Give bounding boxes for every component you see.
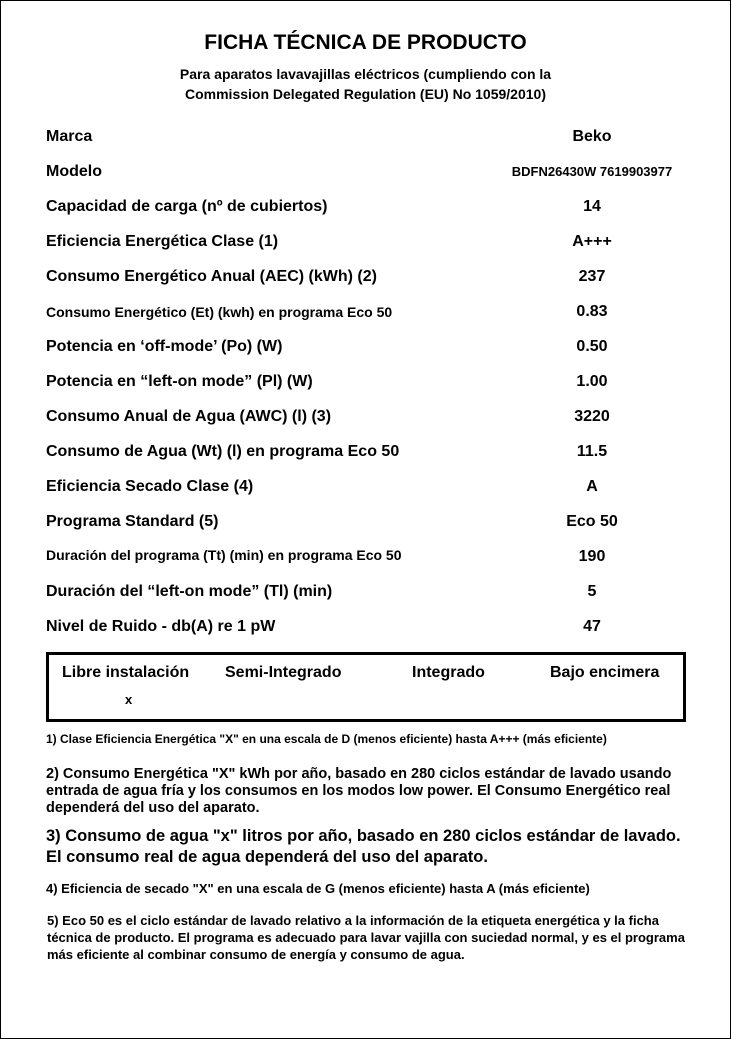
footnote-4: 4) Eficiencia de secado "X" en una escala de G (menos eficiente) hasta A (más eficiente) [46,881,590,896]
installation-option-freestanding: Libre instalación [62,664,190,681]
installation-option-undercounter: Bajo encimera [550,664,660,681]
spec-row-standard-program [0,513,731,541]
spec-row-model [0,163,731,191]
spec-label: Consumo de Agua (Wt) (l) en programa Eco 50 [46,443,400,460]
spec-row-energy-class [0,233,731,261]
spec-label: Potencia en “left-on mode” (Pl) (W) [46,373,313,390]
spec-label: Capacidad de carga (nº de cubiertos) [46,198,328,215]
spec-label: Modelo [46,163,102,180]
spec-value: 14 [583,198,601,215]
spec-row-annual-energy [0,268,731,296]
spec-value: Eco 50 [566,513,618,530]
spec-label: Duración del “left-on mode” (Tl) (min) [46,583,333,600]
spec-row-drying-class [0,478,731,506]
footnote-3: 3) Consumo de agua "x" litros por año, basado en 280 ciclos estándar de lavado. El consumo real de agua dependerá del uso del aparato. [46,827,681,866]
spec-label: Programa Standard (5) [46,513,219,530]
spec-label: Consumo Energético (Et) (kwh) en programa Eco 50 [46,304,393,320]
spec-row-water-eco50 [0,443,731,471]
spec-value: 237 [578,268,606,285]
subtitle-line-1: Para aparatos lavavajillas eléctricos (cumpliendo con la [179,66,552,82]
spec-row-program-duration [0,548,731,576]
spec-label: Potencia en ‘off-mode’ (Po) (W) [46,338,283,355]
spec-value: 47 [583,618,601,635]
spec-value: 11.5 [576,443,608,460]
spec-value: 0.50 [576,338,608,355]
spec-row-energy-eco50 [0,303,731,331]
spec-row-off-mode [0,338,731,366]
spec-label: Consumo Energético Anual (AEC) (kWh) (2) [46,268,377,285]
spec-label: Duración del programa (Tt) (min) en programa Eco 50 [46,547,402,563]
installation-selected-mark: x [125,692,133,707]
spec-row-capacity [0,198,731,226]
spec-value: 5 [587,583,597,600]
footnote-5: 5) Eco 50 es el ciclo estándar de lavado relativo a la información de la etiqueta energética y la ficha técnica de producto. El programa es adecuado para lavar vajilla con suciedad normal, y es el programa más eficiente al combinar consumo de energía y consumo de agua. [47,913,685,962]
spec-label: Consumo Anual de Agua (AWC) (l) (3) [46,408,332,425]
page-title: FICHA TÉCNICA DE PRODUCTO [204,31,527,54]
spec-row-left-on-duration [0,583,731,611]
spec-label: Eficiencia Secado Clase (4) [46,478,254,495]
spec-value: 190 [578,548,606,565]
spec-value: BDFN26430W 7619903977 [511,164,673,179]
spec-row-noise [0,618,731,646]
footnote-1: 1) Clase Eficiencia Energética "X" en una escala de D (menos eficiente) hasta A+++ (más eficiente) [46,732,607,746]
installation-option-semi-integrated: Semi-Integrado [225,664,342,681]
spec-value: Beko [572,128,612,145]
spec-value: 3220 [574,408,610,425]
footnote-2: 2) Consumo Energética "X" kWh por año, basado en 280 ciclos estándar de lavado usando entrada de agua fría y los consumos en los modos low power. El Consumo Energético real dependerá del uso del aparato. [46,766,672,816]
installation-option-integrated: Integrado [412,664,485,681]
spec-label: Eficiencia Energética Clase (1) [46,233,279,250]
spec-value: 1.00 [576,373,608,390]
spec-value: A+++ [572,233,612,250]
spec-row-brand [0,128,731,156]
subtitle-line-2: Commission Delegated Regulation (EU) No 1059/2010) [185,86,546,102]
spec-row-left-on-mode [0,373,731,401]
spec-value: A [586,478,598,495]
spec-label: Marca [46,128,93,145]
installation-type-box [46,652,686,722]
spec-value: 0.83 [576,303,608,320]
spec-label: Nivel de Ruido - db(A) re 1 pW [46,618,276,635]
spec-row-annual-water [0,408,731,436]
